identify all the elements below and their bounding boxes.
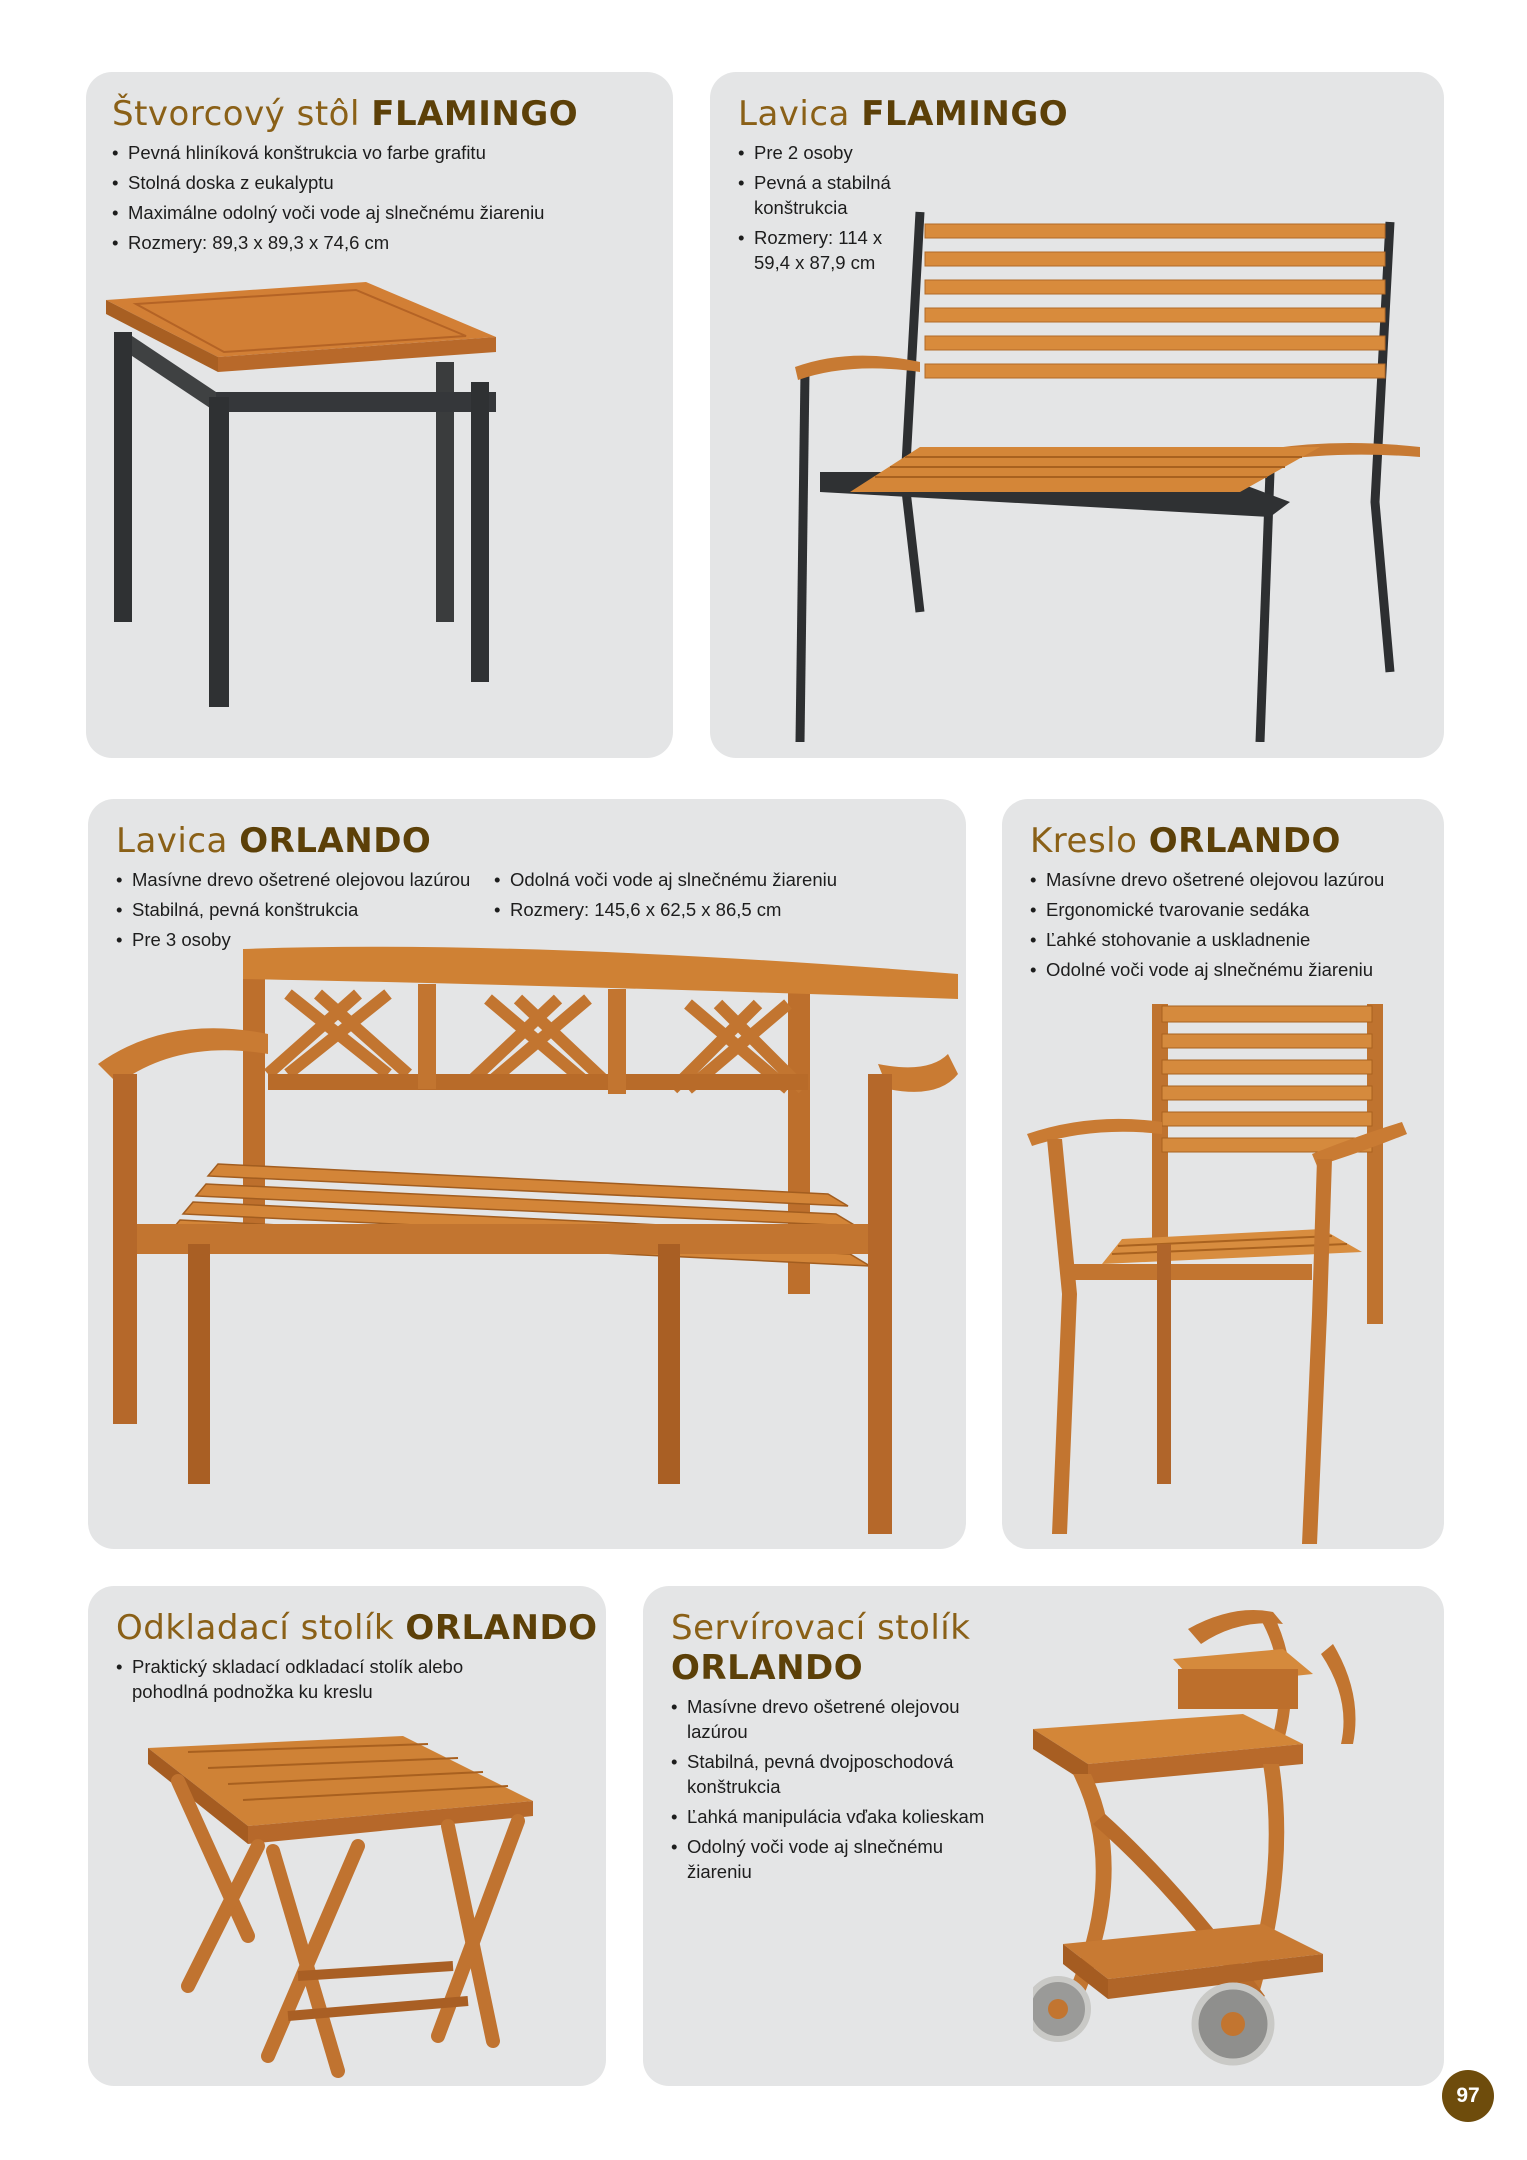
feature-item: • Pre 2 osoby [738, 140, 908, 165]
product-title: Štvorcový stôl FLAMINGO [112, 94, 579, 134]
feature-list [671, 1694, 1011, 1889]
product-card-orlando-side-table [88, 1586, 606, 2086]
feature-list [112, 140, 657, 260]
feature-item: • Rozmery: 89,3 x 89,3 x 74,6 cm [112, 230, 657, 255]
feature-item: • Masívne drevo ošetrené olejovou lazúrou [1030, 867, 1430, 892]
feature-item: • Pre 3 osoby [116, 927, 486, 952]
product-title: Odkladací stolík ORLANDO [116, 1608, 598, 1648]
feature-item: • Rozmery: 145,6 x 62,5 x 86,5 cm [494, 897, 934, 922]
feature-item: • Stabilná, pevná dvojposchodová konštrukcia [671, 1749, 1011, 1799]
feature-item: • Maximálne odolný voči vode aj slnečnému žiareniu [112, 200, 657, 225]
feature-item: • Stolná doska z eukalyptu [112, 170, 657, 195]
feature-item: • Odolná voči vode aj slnečnému žiareniu [494, 867, 934, 892]
feature-item: • Pevná a stabilná konštrukcia [738, 170, 908, 220]
flamingo-bench-image [790, 202, 1430, 742]
product-title: Lavica FLAMINGO [738, 94, 1069, 134]
product-card-orlando-bench [88, 799, 966, 1549]
product-title: Lavica ORLANDO [116, 821, 432, 861]
feature-item: • Masívne drevo ošetrené olejovou lazúrou [671, 1694, 1011, 1744]
feature-item: • Pevná hliníková konštrukcia vo farbe grafitu [112, 140, 657, 165]
feature-item: • Praktický skladací odkladací stolík alebo pohodlná podnožka ku kreslu [116, 1654, 476, 1704]
flamingo-table-image [106, 282, 656, 722]
feature-item: • Odolné voči vode aj slnečnému žiareniu [1030, 957, 1430, 982]
feature-list [494, 867, 934, 927]
product-title: Servírovací stolík ORLANDO [671, 1608, 971, 1688]
feature-item: • Rozmery: 114 x 59,4 x 87,9 cm [738, 225, 908, 275]
feature-item: • Ľahké stohovanie a uskladnenie [1030, 927, 1430, 952]
feature-item: • Masívne drevo ošetrené olejovou lazúrou [116, 867, 486, 892]
orlando-chair-image [1022, 994, 1422, 1549]
feature-item: • Odolný voči vode aj slnečnému žiareniu [671, 1834, 1011, 1884]
product-card-flamingo-bench [710, 72, 1444, 758]
feature-list [116, 1654, 476, 1709]
page-number: 97 [1442, 2070, 1494, 2122]
product-title: Kreslo ORLANDO [1030, 821, 1341, 861]
feature-item: • Ľahká manipulácia vďaka kolieskam [671, 1804, 1011, 1829]
product-card-flamingo-table [86, 72, 673, 758]
product-card-orlando-trolley [643, 1586, 1444, 2086]
feature-item: • Stabilná, pevná konštrukcia [116, 897, 486, 922]
orlando-bench-image [88, 944, 966, 1549]
orlando-trolley-image [1033, 1604, 1433, 2074]
product-card-orlando-chair [1002, 799, 1444, 1549]
feature-item: • Ergonomické tvarovanie sedáka [1030, 897, 1430, 922]
feature-list [1030, 867, 1430, 987]
orlando-side-table-image [148, 1736, 568, 2081]
